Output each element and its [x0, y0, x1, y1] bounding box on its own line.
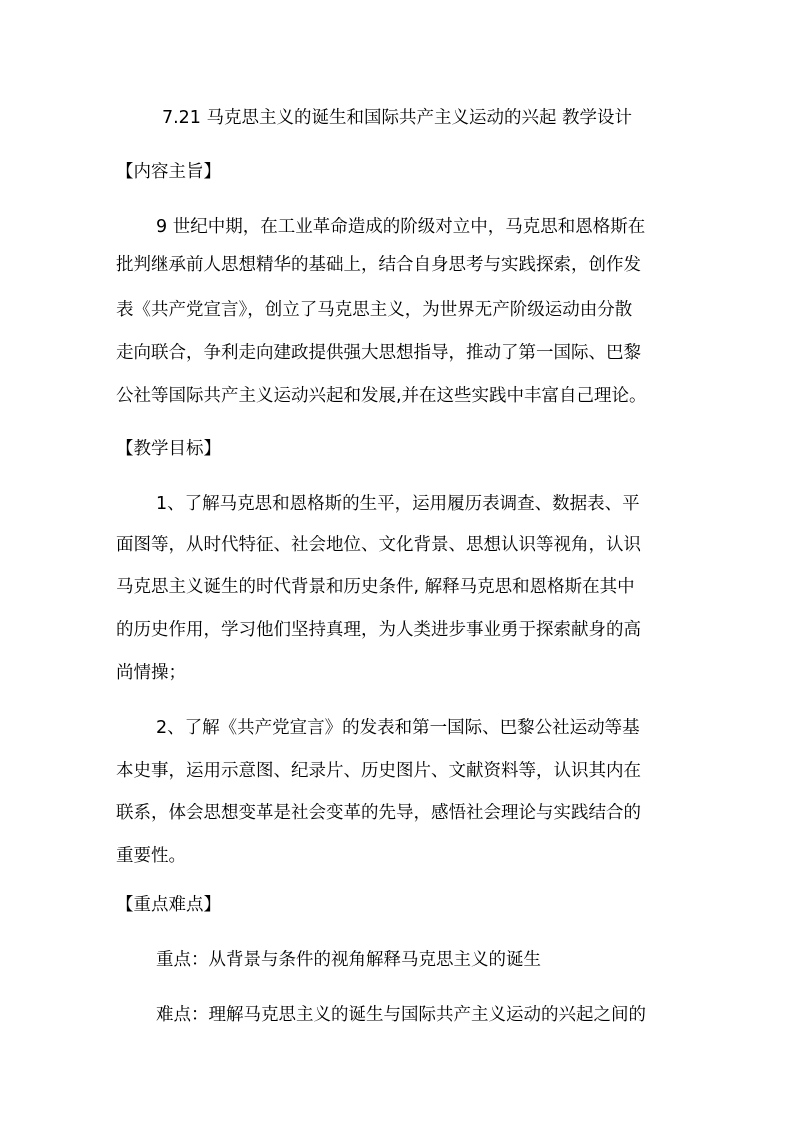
- paragraph-line: 联系，体会思想变革是社会变革的先导，感悟社会理论与实践结合的: [116, 803, 641, 823]
- paragraph-line: 面图等，从时代特征、社会地位、文化背景、思想认识等视角，认识: [116, 535, 641, 555]
- key-point-line: 重点：从背景与条件的视角解释马克思主义的诞生: [156, 950, 541, 970]
- paragraph-line: 表《共产党宣言》，创立了马克思主义，为世界无产阶级运动由分散: [116, 300, 633, 320]
- document-title: 7.21 马克思主义的诞生和国际共产主义运动的兴起 教学设计: [161, 108, 633, 128]
- paragraph-line: 重要性。: [116, 846, 186, 866]
- difficulty-line: 难点：理解马克思主义的诞生与国际共产主义运动的兴起之间的: [156, 1005, 646, 1025]
- paragraph-line: 公社等国际共产主义运动兴起和发展,并在这些实践中丰富自己理论。: [116, 386, 647, 406]
- paragraph-line: 尚情操；: [116, 663, 186, 683]
- paragraph-line: 1、了解马克思和恩格斯的生平，运用履历表调查、数据表、平: [156, 494, 640, 514]
- section-heading-content-gist: 【内容主旨】: [116, 162, 221, 182]
- paragraph-line: 走向联合，争利走向建政提供强大思想指导，推动了第一国际、巴黎: [116, 343, 641, 363]
- paragraph-line: 9 世纪中期，在工业革命造成的阶级对立中，马克思和恩格斯在: [156, 217, 646, 237]
- paragraph-line: 马克思主义诞生的时代背景和历史条件, 解释马克思和恩格斯在其中: [116, 577, 635, 597]
- paragraph-line: 的历史作用，学习他们坚持真理，为人类进步事业勇于探索献身的高: [116, 620, 641, 640]
- paragraph-line: 本史事，运用示意图、纪录片、历史图片、文献资料等，认识其内在: [116, 761, 641, 781]
- section-heading-teaching-goals: 【教学目标】: [116, 439, 221, 459]
- paragraph-line: 批判继承前人思想精华的基础上，结合自身思考与实践探索，创作发: [116, 255, 641, 275]
- section-heading-key-difficulties: 【重点难点】: [116, 895, 221, 915]
- paragraph-line: 2、了解《共产党宣言》的发表和第一国际、巴黎公社运动等基: [156, 718, 640, 738]
